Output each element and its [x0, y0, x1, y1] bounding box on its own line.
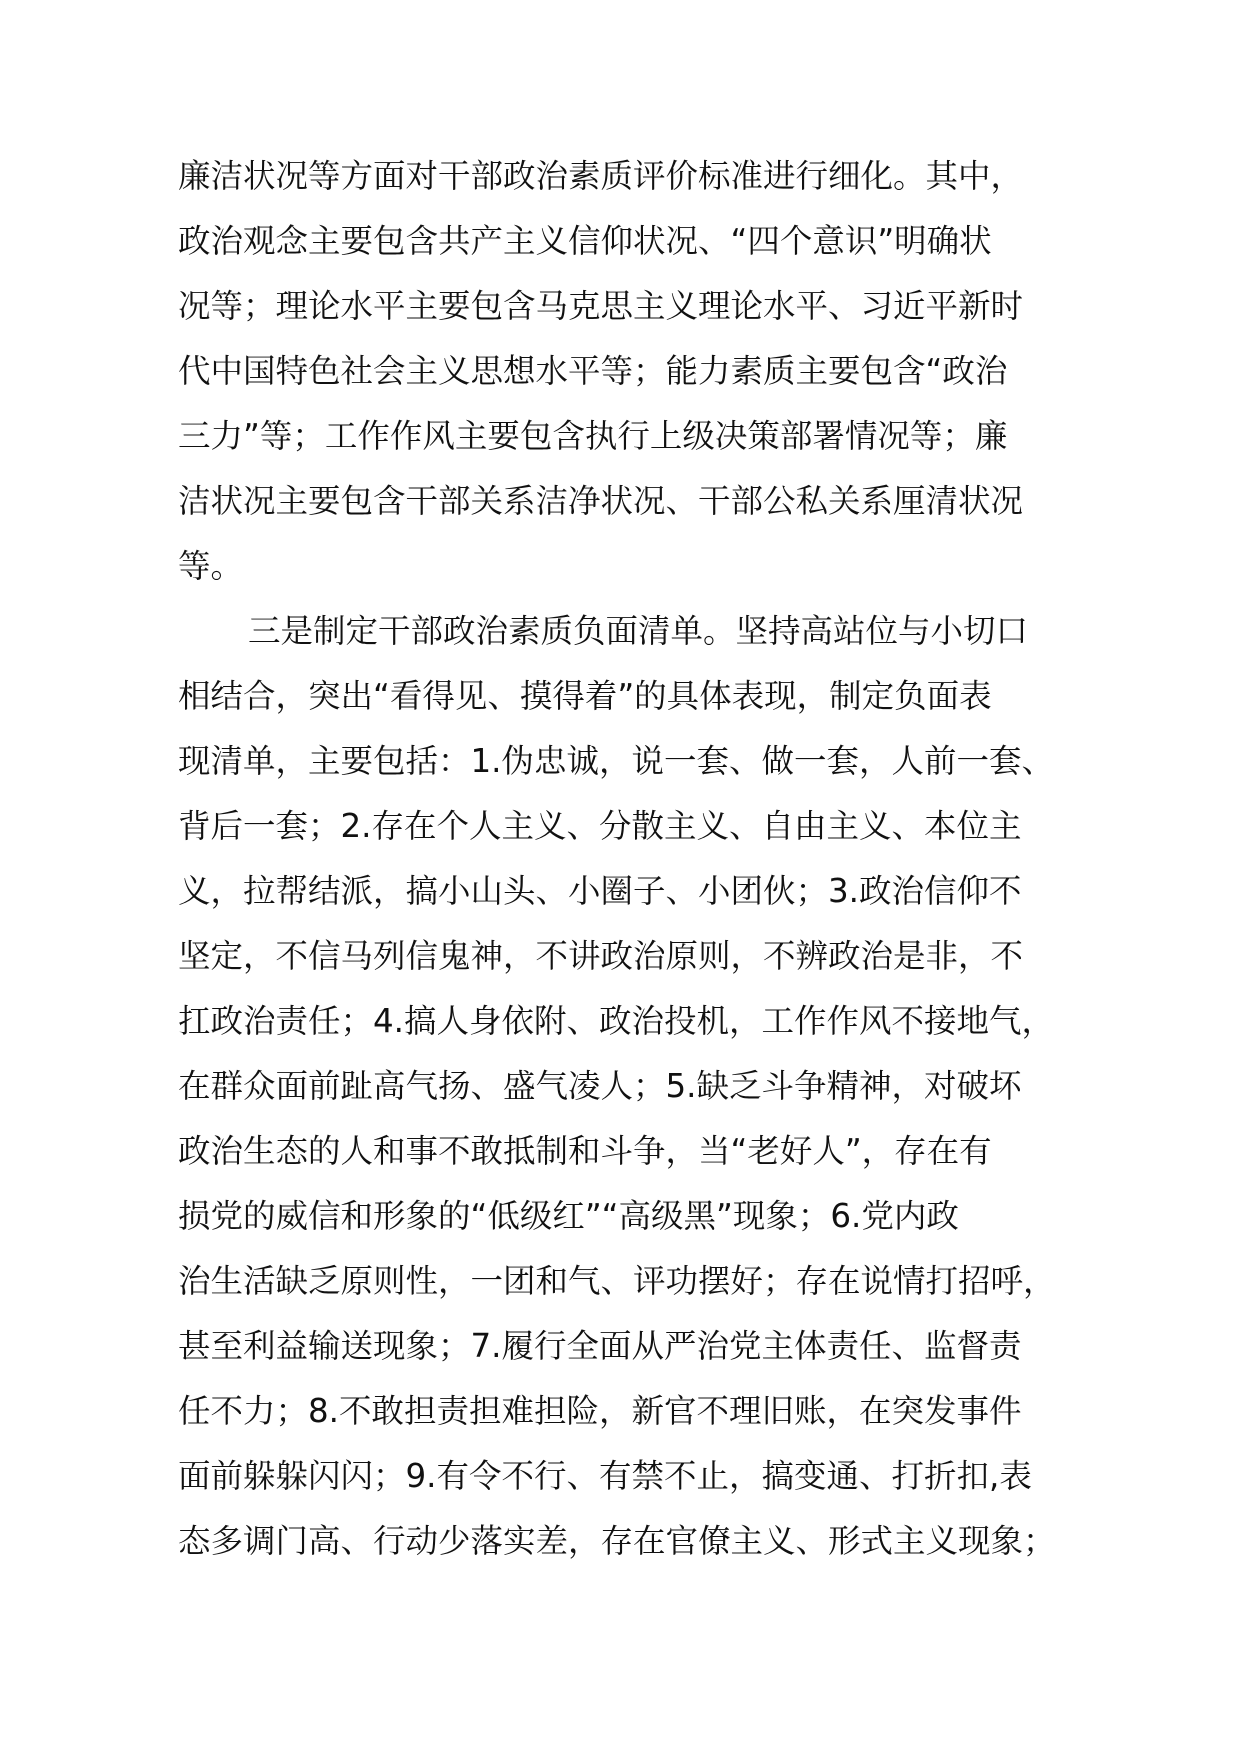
text-line: 三力”等；工作作风主要包含执行上级决策部署情况等；廉 — [178, 417, 1008, 455]
text-line: 任不力；8.不敢担责担难担险，新官不理旧账，在突发事件 — [178, 1392, 1022, 1430]
text-line: 现清单，主要包括：1.伪忠诚，说一套、做一套，人前一套、 — [178, 742, 1055, 780]
document-body — [178, 144, 1098, 1574]
text-line: 义，拉帮结派，搞小山头、小圈子、小团伙；3.政治信仰不 — [178, 872, 1022, 910]
text-line: 代中国特色社会主义思想水平等；能力素质主要包含“政治 — [178, 352, 1008, 390]
paragraph-start-line: 三是制定干部政治素质负面清单。坚持高站位与小切口 — [248, 612, 1029, 650]
text-line: 政治生态的人和事不敢抵制和斗争，当“老好人”，存在有 — [178, 1132, 992, 1170]
text-line: 坚定，不信马列信鬼神，不讲政治原则，不辨政治是非，不 — [178, 937, 1024, 975]
text-line: 洁状况主要包含干部关系洁净状况、干部公私关系厘清状况 — [178, 482, 1024, 520]
text-line: 在群众面前趾高气扬、盛气凌人；5.缺乏斗争精神，对破坏 — [178, 1067, 1022, 1105]
text-line: 损党的威信和形象的“低级红”“高级黑”现象；6.党内政 — [178, 1197, 959, 1235]
text-line: 等。 — [178, 547, 244, 585]
text-line: 廉洁状况等方面对干部政治素质评价标准进行细化。其中， — [178, 157, 1024, 195]
text-line: 甚至利益输送现象；7.履行全面从严治党主体责任、监督责 — [178, 1327, 1022, 1365]
text-line: 态多调门高、行动少落实差，存在官僚主义、形式主义现象； — [178, 1522, 1056, 1560]
text-line: 相结合，突出“看得见、摸得着”的具体表现，制定负面表 — [178, 677, 992, 715]
text-line: 扛政治责任；4.搞人身依附、政治投机，工作作风不接地气， — [178, 1002, 1055, 1040]
text-line: 面前躲躲闪闪；9.有令不行、有禁不止，搞变通、打折扣,表 — [178, 1457, 1032, 1495]
text-line: 背后一套；2.存在个人主义、分散主义、自由主义、本位主 — [178, 807, 1022, 845]
text-line: 政治观念主要包含共产主义信仰状况、“四个意识”明确状 — [178, 222, 992, 260]
text-line: 治生活缺乏原则性，一团和气、评功摆好；存在说情打招呼， — [178, 1262, 1056, 1300]
text-line: 况等；理论水平主要包含马克思主义理论水平、习近平新时 — [178, 287, 1024, 325]
